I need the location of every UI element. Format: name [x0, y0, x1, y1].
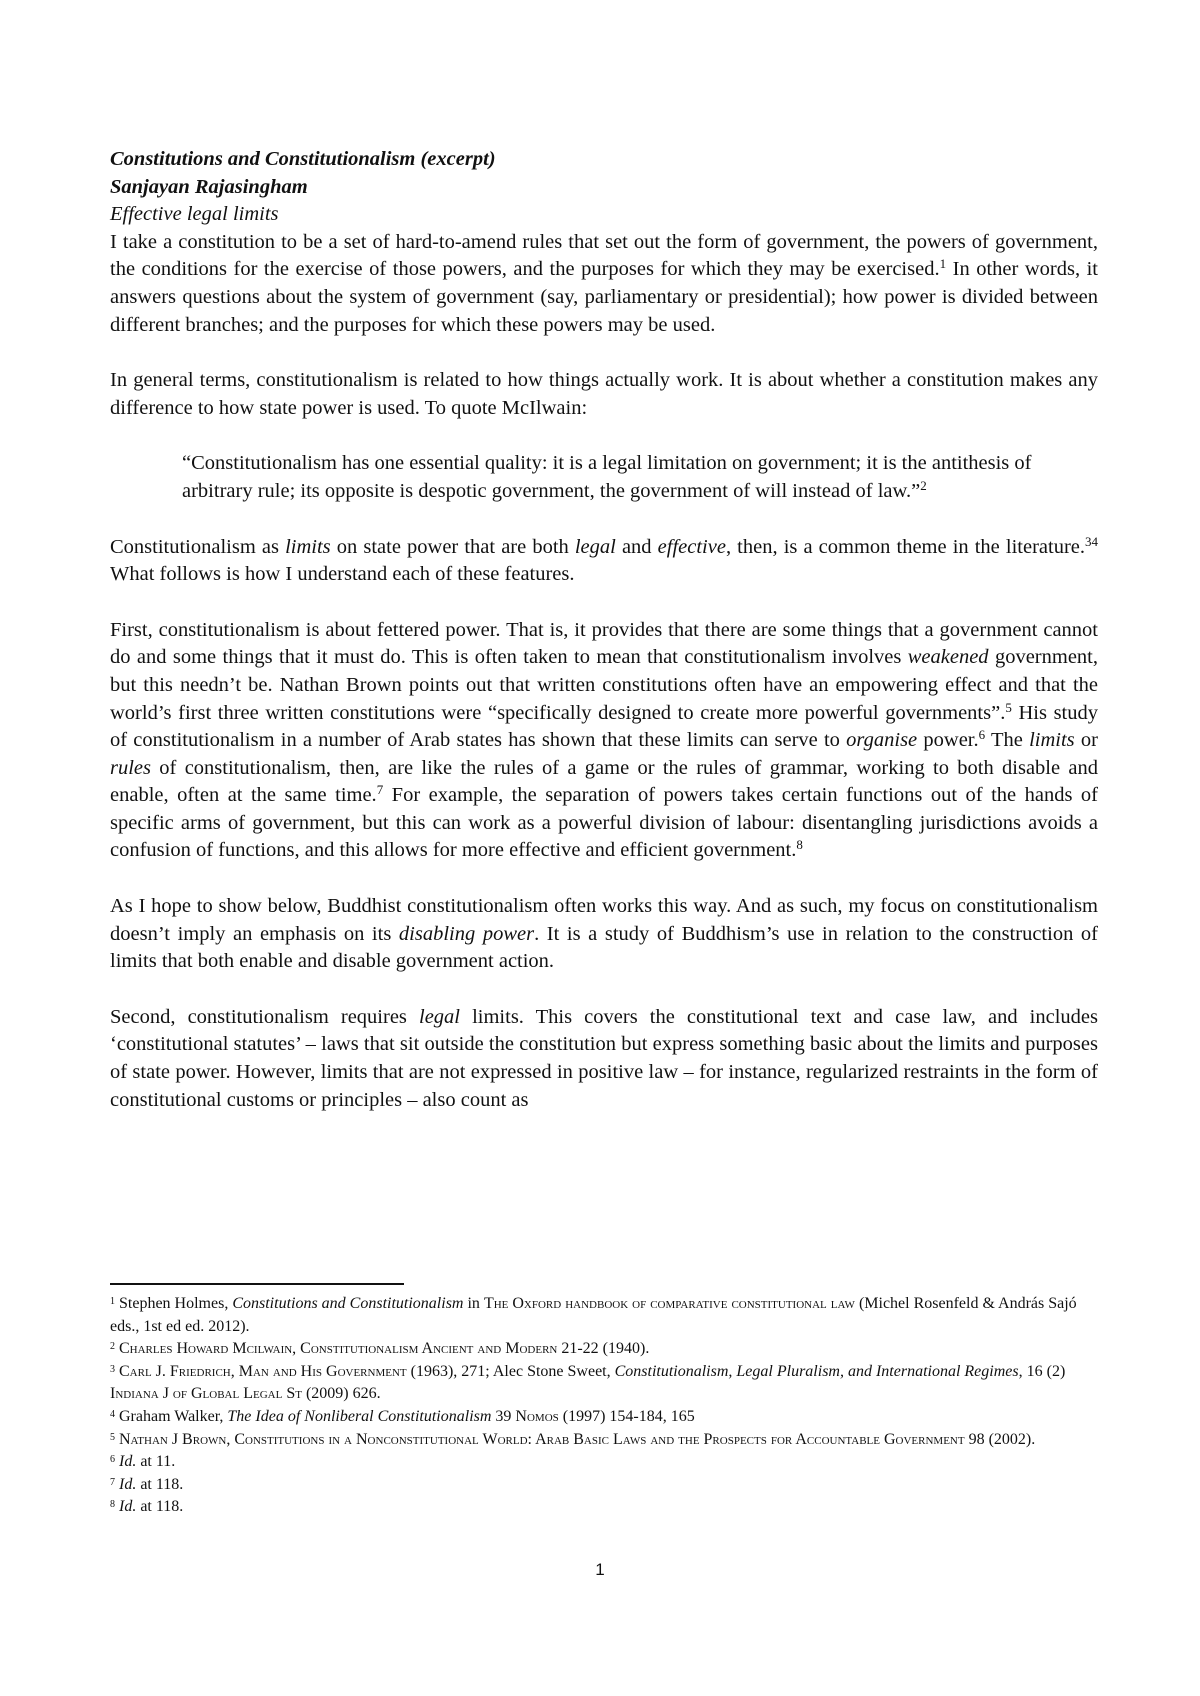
footnote-4: $^4$ Graham Walker, The Idea of Nonliberal Constitutionalism 39 Nomos (1997) 154-184, 165 [110, 1407, 695, 1425]
page-number: 1 [595, 1560, 605, 1579]
footnote-ref-7[interactable]: 7 [376, 782, 384, 798]
footnote-ref-34[interactable]: 34 [1085, 533, 1098, 549]
footnote-6: $^6$ Id. at 11. [110, 1453, 176, 1471]
footnotes [110, 1293, 1100, 1519]
footnote-7: $^7$ Id. at 118. [110, 1475, 184, 1493]
footnote-separator [110, 1283, 404, 1285]
author-name: Sanjayan Rajasingham [110, 175, 308, 198]
paragraph-5: As I hope to show below, Buddhist constitutionalism often works this way. And as such, my focus on constitutionalism doesn’t imply an emphasis on its disabling power. It is a study of Buddhism’s use in relation to the construction of limits that both enable and disable government action. [110, 895, 1098, 973]
footnote-1: $^1$ Stephen Holmes, Constitutions and Constitutionalism in The Oxford handbook of comparative constitutional law (Michel Rosenfeld & András Sajó eds., 1st ed ed. 2012). [110, 1295, 1077, 1335]
section-heading: Effective legal limits [110, 203, 279, 226]
paragraph-1: I take a constitution to be a set of hard-to-amend rules that set out the form of government, the powers of government, the conditions for the exercise of those powers, and the purposes for which they may be exercised.$^1$ In other words, it answers questions about the system of government (say, parliamentary or presidential); how power is divided between different branches; and the purposes for which these powers may be used. [110, 230, 1099, 336]
main-text [110, 146, 1098, 1142]
footnote-ref-8[interactable]: 8 [796, 837, 803, 853]
paragraph-2: In general terms, constitutionalism is related to how things actually work. It is about whether a constitution makes any difference to how state power is used. To quote McIlwain: [110, 369, 1098, 419]
footnote-ref-2[interactable]: 2 [920, 477, 927, 493]
paragraph-4: First, constitutionalism is about fettered power. That is, it provides that there are some things that a government cannot do and some things that it must do. This is often taken to mean that constitutionalism involves weakened government, but this needn’t be. Nathan Brown points out that written constitutions often have an empowering effect and that the world’s first three written constitutions were “specifically designed to create more powerful governments”.$^5$ His study of constitutionalism in a number of Arab states has shown that these limits can serve to organise power.$^6$ The limits or rules of constitutionalism, then, are like the rules of a game or the rules of grammar, working to both disable and enable, often at the same time.$^7$ For example, the separation of powers takes certain functions out of the hands of specific arms of government, but this can work as a powerful division of labour: disentangling jurisdictions avoids a confusion of functions, and this allows for more effective and efficient government.$^8$ [110, 618, 1098, 862]
footnote-3: $^3$ Carl J. Friedrich, Man and His Government (1963), 271; Alec Stone Sweet, Constitutionalism, Legal Pluralism, and International Regimes, 16 (2) Indiana J of Global Legal St (2009) 626. [110, 1362, 1066, 1403]
paragraph-6: Second, constitutionalism requires legal limits. This covers the constitutional text and case law, and includes ‘constitutional statutes’ – laws that sit outside the constitution but express something basic about the limits and purposes of state power. However, limits that are not expressed in positive law – for instance, regularized restraints in the form of constitutional customs or principles – also count as [110, 1005, 1098, 1111]
footnote-2: $^2$ Charles Howard Mcilwain, Constitutionalism Ancient and Modern 21-22 (1940). [110, 1340, 650, 1358]
footnote-5: $^5$ Nathan J Brown, Constitutions in a Nonconstitutional World: Arab Basic Laws and the Prospects for Accountable Government 98 (2002). [110, 1430, 1036, 1448]
document-title: Constitutions and Constitutionalism (excerpt) [110, 148, 496, 170]
footnote-8: $^8$ Id. at 118. [110, 1498, 184, 1516]
block-quote: “Constitutionalism has one essential quality: it is a legal limitation on government; it is the antithesis of arbitrary rule; its opposite is despotic government, the government of will instead of law.”$^2$ [182, 452, 1032, 502]
footnote-ref-6[interactable]: 6 [978, 727, 986, 743]
paragraph-3: Constitutionalism as limits on state power that are both legal and effective, then, is a common theme in the literature.$^{34}$ What follows is how I understand each of these features. [110, 533, 1098, 586]
footnote-ref-1[interactable]: 1 [939, 256, 947, 272]
footnote-ref-5[interactable]: 5 [1005, 699, 1012, 715]
